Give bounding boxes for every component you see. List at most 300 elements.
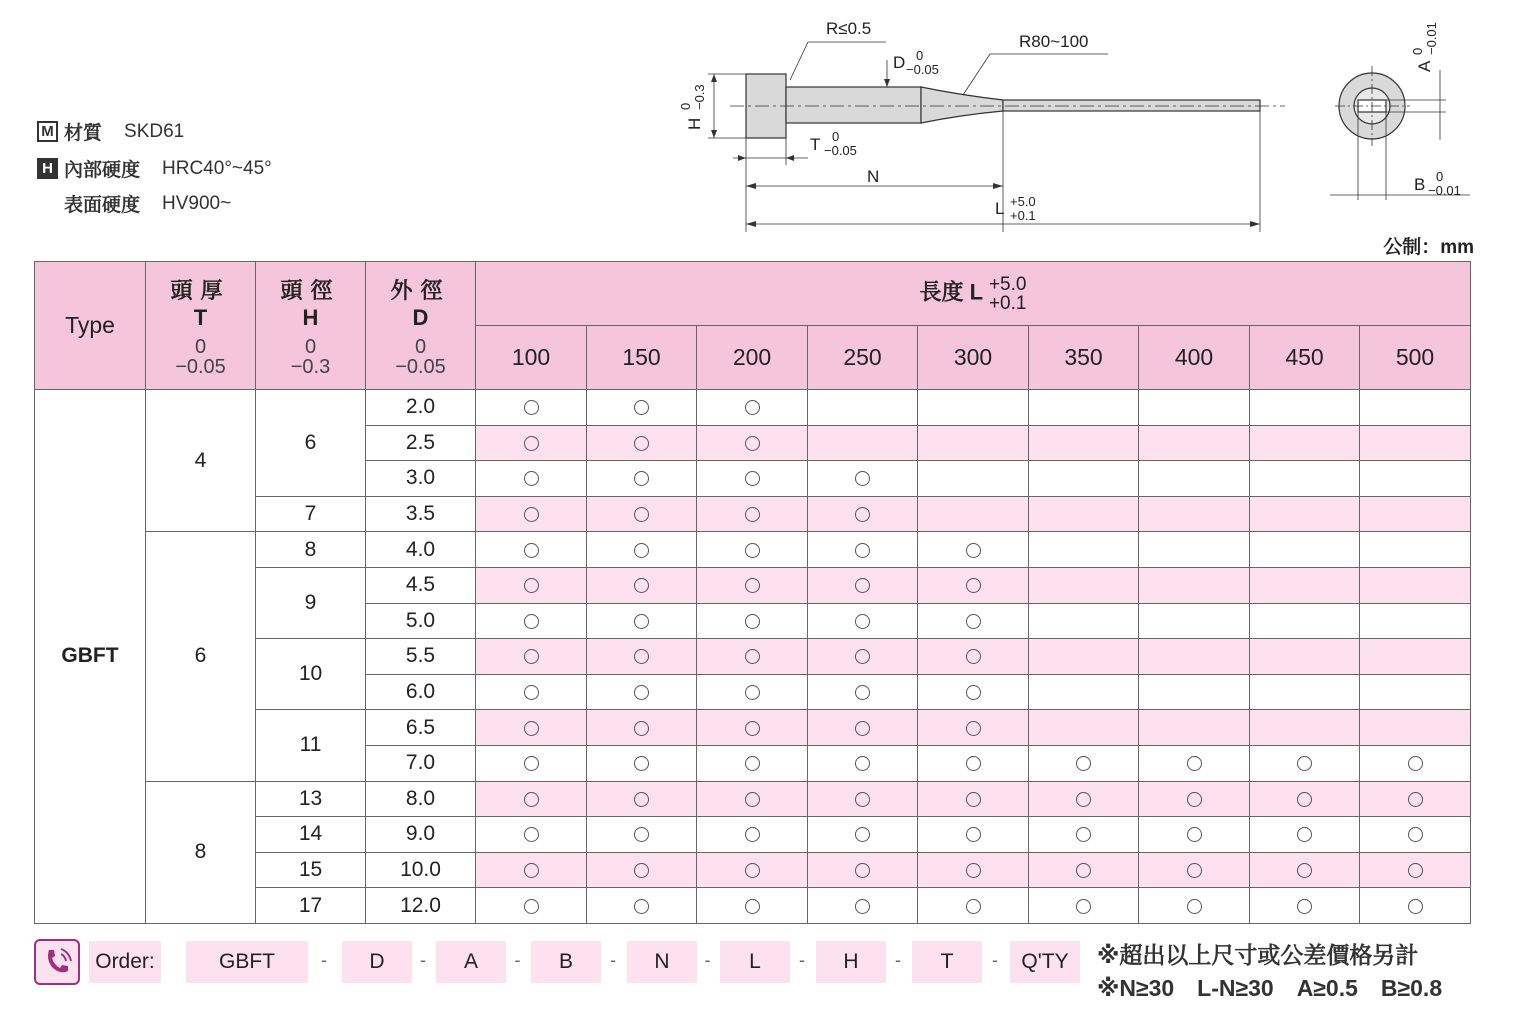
availability-cell	[1250, 852, 1360, 888]
availability-cell	[1029, 639, 1139, 675]
availability-cell	[587, 674, 697, 710]
availability-cell	[1360, 461, 1471, 497]
material-label: 材質	[64, 123, 103, 144]
l-tol-bot: +0.1	[1010, 208, 1036, 223]
available-circle-icon	[634, 578, 649, 593]
availability-cell	[587, 567, 697, 603]
availability-cell	[476, 567, 587, 603]
available-circle-icon	[745, 471, 760, 486]
availability-cell	[1029, 390, 1139, 426]
available-circle-icon	[1187, 792, 1202, 807]
outer-diameter-cell: 4.5	[366, 567, 476, 603]
available-circle-icon	[855, 685, 870, 700]
surface-hardness-value: HV900~	[162, 192, 232, 214]
available-circle-icon	[524, 543, 539, 558]
available-circle-icon	[1297, 792, 1312, 807]
available-circle-icon	[524, 721, 539, 736]
available-circle-icon	[1408, 792, 1423, 807]
order-separator: -	[321, 950, 327, 970]
available-circle-icon	[1076, 827, 1091, 842]
order-field: D	[342, 941, 412, 983]
availability-cell	[587, 781, 697, 817]
availability-cell	[1029, 781, 1139, 817]
availability-cell	[1029, 532, 1139, 568]
a-tol-bot: −0.01	[1424, 22, 1439, 55]
availability-cell	[476, 888, 587, 924]
available-circle-icon	[524, 507, 539, 522]
availability-cell	[587, 852, 697, 888]
available-circle-icon	[966, 827, 981, 842]
pin-taper-shape	[921, 87, 1003, 123]
available-circle-icon	[1297, 899, 1312, 914]
availability-cell	[697, 390, 808, 426]
available-circle-icon	[634, 756, 649, 771]
header-length: 長度 L +5.0 +0.1	[476, 262, 1471, 326]
availability-cell	[476, 817, 587, 853]
table-row	[35, 390, 1471, 426]
length-col-250: 250	[808, 326, 918, 390]
availability-cell	[697, 425, 808, 461]
length-col-400: 400	[1139, 326, 1250, 390]
table-row	[35, 781, 1471, 817]
header-type: Type	[35, 262, 146, 390]
order-separator: -	[799, 950, 805, 970]
head-diameter-cell: 9	[256, 567, 366, 638]
availability-cell	[1250, 781, 1360, 817]
availability-cell	[808, 532, 918, 568]
r-label: R≤0.5	[826, 19, 872, 38]
order-field: GBFT	[186, 941, 308, 983]
order-separator: -	[420, 950, 426, 970]
availability-cell	[808, 603, 918, 639]
availability-cell	[476, 603, 587, 639]
availability-cell	[1250, 745, 1360, 781]
availability-cell	[1029, 745, 1139, 781]
outer-diameter-cell: 5.5	[366, 639, 476, 675]
availability-cell	[1139, 710, 1250, 746]
availability-cell	[1250, 888, 1360, 924]
available-circle-icon	[634, 863, 649, 878]
head-diameter-cell: 8	[256, 532, 366, 568]
available-circle-icon	[855, 721, 870, 736]
order-separator: -	[895, 950, 901, 970]
availability-cell	[1250, 567, 1360, 603]
availability-cell	[476, 710, 587, 746]
available-circle-icon	[855, 543, 870, 558]
availability-cell	[918, 567, 1029, 603]
availability-cell	[918, 745, 1029, 781]
material-badge-icon: M	[37, 121, 58, 142]
available-circle-icon	[524, 614, 539, 629]
length-col-450: 450	[1250, 326, 1360, 390]
a-tol-top: 0	[1410, 47, 1425, 55]
length-col-350: 350	[1029, 326, 1139, 390]
availability-cell	[697, 674, 808, 710]
availability-cell	[808, 461, 918, 497]
availability-cell	[1360, 603, 1471, 639]
available-circle-icon	[966, 899, 981, 914]
length-col-300: 300	[918, 326, 1029, 390]
availability-cell	[587, 532, 697, 568]
availability-cell	[1029, 852, 1139, 888]
thickness-cell: 4	[146, 390, 256, 532]
available-circle-icon	[634, 899, 649, 914]
availability-cell	[918, 390, 1029, 426]
outer-diameter-cell: 2.0	[366, 390, 476, 426]
availability-cell	[476, 496, 587, 532]
available-circle-icon	[1076, 899, 1091, 914]
spec-inner-hardness	[37, 155, 272, 182]
availability-cell	[1360, 639, 1471, 675]
available-circle-icon	[855, 649, 870, 664]
availability-cell	[697, 781, 808, 817]
available-circle-icon	[1297, 863, 1312, 878]
availability-cell	[587, 461, 697, 497]
availability-cell	[1250, 710, 1360, 746]
available-circle-icon	[524, 792, 539, 807]
b-label: B	[1414, 175, 1426, 194]
inner-hardness-label: 內部硬度	[64, 160, 141, 181]
available-circle-icon	[634, 543, 649, 558]
t-tol-bot: −0.05	[824, 143, 857, 158]
availability-cell	[808, 817, 918, 853]
pin-body-shape	[786, 87, 921, 123]
head-diameter-cell: 13	[256, 781, 366, 817]
availability-cell	[918, 710, 1029, 746]
available-circle-icon	[634, 614, 649, 629]
availability-cell	[1250, 496, 1360, 532]
availability-cell	[918, 888, 1029, 924]
availability-cell	[587, 817, 697, 853]
availability-cell	[476, 781, 587, 817]
available-circle-icon	[524, 685, 539, 700]
availability-cell	[1360, 674, 1471, 710]
available-circle-icon	[855, 471, 870, 486]
outer-diameter-cell: 9.0	[366, 817, 476, 853]
available-circle-icon	[855, 827, 870, 842]
availability-cell	[1029, 496, 1139, 532]
availability-cell	[1139, 674, 1250, 710]
available-circle-icon	[524, 578, 539, 593]
availability-cell	[1029, 461, 1139, 497]
l-tol-top: +5.0	[1010, 194, 1036, 209]
order-label: Order:	[89, 941, 161, 983]
availability-cell	[918, 639, 1029, 675]
d-tol-bot: −0.05	[906, 62, 939, 77]
availability-cell	[697, 603, 808, 639]
availability-cell	[1139, 817, 1250, 853]
available-circle-icon	[966, 792, 981, 807]
available-circle-icon	[745, 436, 760, 451]
available-circle-icon	[1408, 899, 1423, 914]
available-circle-icon	[855, 507, 870, 522]
outer-diameter-cell: 6.5	[366, 710, 476, 746]
availability-cell	[1029, 888, 1139, 924]
outer-diameter-cell: 10.0	[366, 852, 476, 888]
available-circle-icon	[855, 899, 870, 914]
availability-cell	[1360, 852, 1471, 888]
availability-cell	[476, 532, 587, 568]
note-line-1: ※超出以上尺寸或公差價格另計	[1097, 942, 1419, 968]
type-cell: GBFT	[35, 390, 146, 924]
available-circle-icon	[524, 649, 539, 664]
availability-cell	[808, 639, 918, 675]
availability-cell	[697, 888, 808, 924]
phone-icon	[34, 939, 80, 985]
availability-cell	[1360, 425, 1471, 461]
outer-diameter-cell: 6.0	[366, 674, 476, 710]
availability-cell	[697, 461, 808, 497]
available-circle-icon	[1187, 863, 1202, 878]
thickness-cell: 8	[146, 781, 256, 923]
available-circle-icon	[745, 792, 760, 807]
outer-diameter-cell: 5.0	[366, 603, 476, 639]
head-diameter-cell: 6	[256, 390, 366, 497]
order-separator: -	[992, 950, 998, 970]
order-field: L	[720, 941, 790, 983]
outer-diameter-cell: 7.0	[366, 745, 476, 781]
pin-shaft-shape	[1003, 100, 1260, 111]
availability-cell	[808, 390, 918, 426]
available-circle-icon	[966, 578, 981, 593]
available-circle-icon	[1187, 756, 1202, 771]
available-circle-icon	[745, 899, 760, 914]
availability-cell	[1360, 888, 1471, 924]
available-circle-icon	[1297, 827, 1312, 842]
r80-label: R80~100	[1019, 32, 1089, 51]
availability-cell	[1139, 888, 1250, 924]
available-circle-icon	[524, 899, 539, 914]
availability-cell	[808, 710, 918, 746]
available-circle-icon	[1187, 899, 1202, 914]
surface-hardness-label: 表面硬度	[64, 195, 141, 216]
available-circle-icon	[1076, 792, 1091, 807]
length-col-500: 500	[1360, 326, 1471, 390]
availability-cell	[476, 674, 587, 710]
available-circle-icon	[634, 721, 649, 736]
availability-cell	[1360, 390, 1471, 426]
note-line-2: ※N≥30 L-N≥30 A≥0.5 B≥0.8	[1097, 975, 1443, 1001]
available-circle-icon	[966, 614, 981, 629]
availability-cell	[587, 603, 697, 639]
availability-cell	[918, 852, 1029, 888]
availability-cell	[476, 461, 587, 497]
available-circle-icon	[745, 863, 760, 878]
available-circle-icon	[634, 649, 649, 664]
availability-cell	[808, 567, 918, 603]
availability-cell	[808, 496, 918, 532]
availability-cell	[1250, 817, 1360, 853]
available-circle-icon	[855, 792, 870, 807]
availability-cell	[697, 567, 808, 603]
availability-cell	[1139, 781, 1250, 817]
outer-diameter-cell: 8.0	[366, 781, 476, 817]
availability-cell	[1360, 817, 1471, 853]
availability-cell	[1250, 639, 1360, 675]
available-circle-icon	[1408, 756, 1423, 771]
availability-cell	[1250, 603, 1360, 639]
availability-cell	[918, 817, 1029, 853]
availability-cell	[587, 745, 697, 781]
available-circle-icon	[855, 863, 870, 878]
availability-cell	[697, 852, 808, 888]
length-col-100: 100	[476, 326, 587, 390]
order-field: B	[531, 941, 601, 983]
available-circle-icon	[1408, 863, 1423, 878]
availability-cell	[808, 781, 918, 817]
availability-cell	[1029, 674, 1139, 710]
n-label: N	[867, 167, 880, 186]
available-circle-icon	[1297, 756, 1312, 771]
availability-cell	[1360, 532, 1471, 568]
product-spec-table	[34, 261, 1471, 924]
availability-cell	[1029, 567, 1139, 603]
availability-cell	[918, 532, 1029, 568]
availability-cell	[808, 852, 918, 888]
available-circle-icon	[524, 436, 539, 451]
head-diameter-cell: 7	[256, 496, 366, 532]
head-diameter-cell: 15	[256, 852, 366, 888]
order-separator: -	[514, 950, 521, 970]
available-circle-icon	[966, 649, 981, 664]
available-circle-icon	[634, 507, 649, 522]
inner-hardness-value: HRC40°~45°	[162, 157, 272, 179]
table-row	[35, 532, 1471, 568]
availability-cell	[697, 496, 808, 532]
availability-cell	[697, 639, 808, 675]
header-head-diameter: 頭徑 H 0 −0.3	[256, 262, 366, 390]
available-circle-icon	[745, 649, 760, 664]
head-diameter-cell: 14	[256, 817, 366, 853]
hardness-badge-icon: H	[37, 158, 58, 179]
available-circle-icon	[745, 685, 760, 700]
available-circle-icon	[524, 471, 539, 486]
availability-cell	[1139, 532, 1250, 568]
thickness-cell: 6	[146, 532, 256, 781]
h-label: H	[685, 117, 704, 130]
availability-cell	[1029, 603, 1139, 639]
availability-cell	[1139, 390, 1250, 426]
length-col-200: 200	[697, 326, 808, 390]
availability-cell	[697, 745, 808, 781]
d-tol-top: 0	[916, 48, 924, 63]
outer-diameter-cell: 12.0	[366, 888, 476, 924]
availability-cell	[587, 888, 697, 924]
t-tol-top: 0	[832, 129, 840, 144]
availability-cell	[1250, 532, 1360, 568]
availability-cell	[808, 674, 918, 710]
availability-cell	[918, 461, 1029, 497]
order-separator: -	[610, 950, 616, 970]
available-circle-icon	[634, 827, 649, 842]
h-tol-bot: −0.3	[692, 84, 707, 110]
t-label: T	[810, 135, 821, 154]
availability-cell	[476, 639, 587, 675]
available-circle-icon	[966, 863, 981, 878]
available-circle-icon	[634, 436, 649, 451]
availability-cell	[1139, 745, 1250, 781]
header-thickness: 頭厚 T 0 −0.05	[146, 262, 256, 390]
availability-cell	[1250, 461, 1360, 497]
availability-cell	[1139, 603, 1250, 639]
d-label: D	[893, 53, 906, 72]
outer-diameter-cell: 3.5	[366, 496, 476, 532]
pin-technical-drawing	[660, 0, 1490, 240]
available-circle-icon	[966, 543, 981, 558]
availability-cell	[918, 496, 1029, 532]
availability-cell	[587, 639, 697, 675]
availability-cell	[1139, 496, 1250, 532]
availability-cell	[808, 425, 918, 461]
order-field: N	[627, 941, 697, 983]
available-circle-icon	[1408, 827, 1423, 842]
l-label: L	[995, 199, 1005, 218]
available-circle-icon	[745, 543, 760, 558]
b-tol-top: 0	[1436, 169, 1444, 184]
availability-cell	[587, 496, 697, 532]
available-circle-icon	[745, 827, 760, 842]
availability-cell	[697, 710, 808, 746]
availability-cell	[697, 532, 808, 568]
h-tol-top: 0	[678, 102, 693, 110]
spec-material	[37, 118, 184, 145]
available-circle-icon	[1187, 827, 1202, 842]
availability-cell	[808, 888, 918, 924]
availability-cell	[1360, 496, 1471, 532]
availability-cell	[1139, 461, 1250, 497]
availability-cell	[476, 390, 587, 426]
available-circle-icon	[1076, 863, 1091, 878]
availability-cell	[476, 745, 587, 781]
available-circle-icon	[1076, 756, 1091, 771]
a-label: A	[1415, 60, 1434, 72]
available-circle-icon	[745, 578, 760, 593]
head-diameter-cell: 10	[256, 639, 366, 710]
available-circle-icon	[745, 614, 760, 629]
availability-cell	[587, 710, 697, 746]
header-outer-diameter: 外徑 D 0 −0.05	[366, 262, 476, 390]
available-circle-icon	[855, 756, 870, 771]
availability-cell	[1250, 390, 1360, 426]
availability-cell	[1250, 674, 1360, 710]
available-circle-icon	[745, 721, 760, 736]
available-circle-icon	[524, 756, 539, 771]
availability-cell	[1139, 425, 1250, 461]
order-separator: -	[704, 950, 711, 970]
available-circle-icon	[745, 400, 760, 415]
length-col-150: 150	[587, 326, 697, 390]
availability-cell	[1139, 639, 1250, 675]
head-diameter-cell: 11	[256, 710, 366, 781]
availability-cell	[697, 817, 808, 853]
available-circle-icon	[966, 685, 981, 700]
order-field: A	[436, 941, 506, 983]
availability-cell	[1029, 425, 1139, 461]
available-circle-icon	[745, 507, 760, 522]
outer-diameter-cell: 3.0	[366, 461, 476, 497]
availability-cell	[1360, 745, 1471, 781]
order-field: H	[816, 941, 886, 983]
availability-cell	[587, 425, 697, 461]
availability-cell	[1360, 781, 1471, 817]
available-circle-icon	[855, 578, 870, 593]
available-circle-icon	[634, 471, 649, 486]
available-circle-icon	[524, 827, 539, 842]
head-diameter-cell: 17	[256, 888, 366, 924]
availability-cell	[918, 425, 1029, 461]
availability-cell	[808, 745, 918, 781]
availability-cell	[1360, 567, 1471, 603]
